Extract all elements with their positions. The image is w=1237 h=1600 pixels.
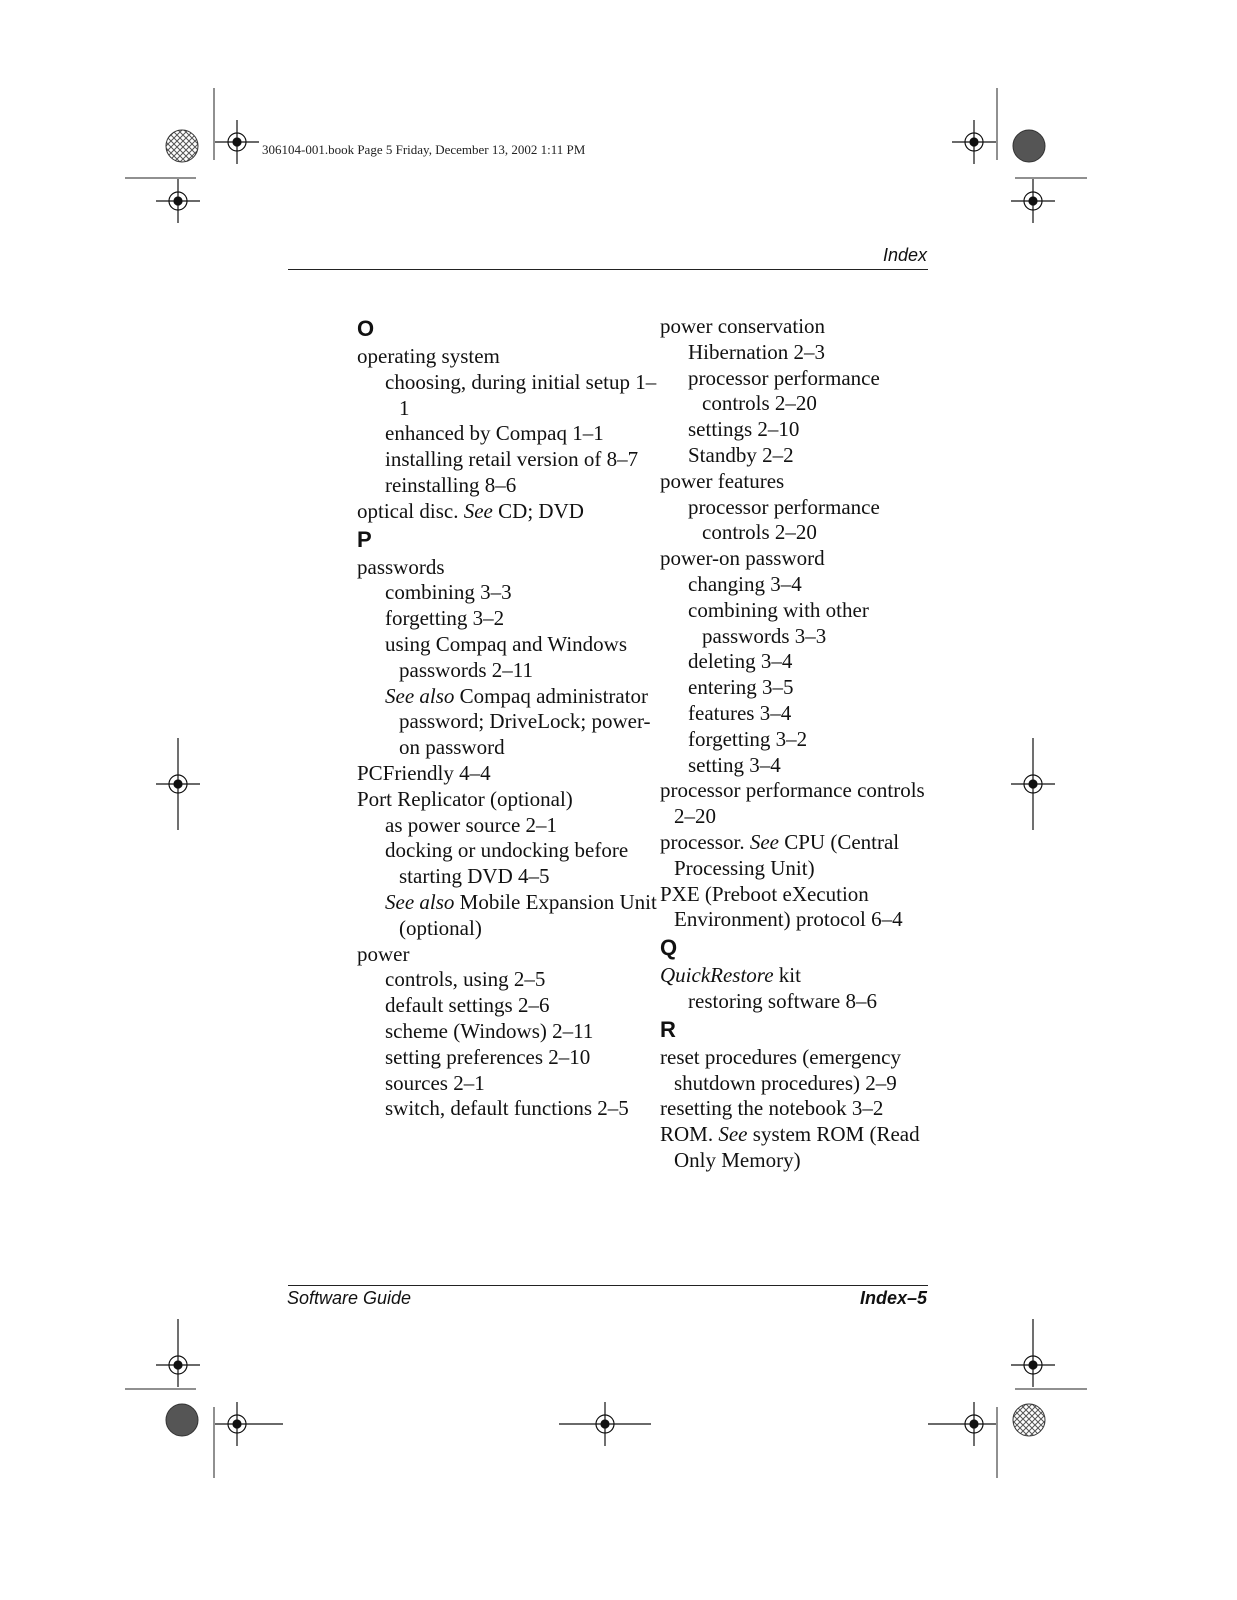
index-entry-text: docking or undocking before starting DVD 4–5 xyxy=(385,838,629,889)
index-entry-text: enhanced by Compaq 1–1 xyxy=(385,421,604,446)
index-entry-text: settings 2–10 xyxy=(688,417,800,442)
index-cross-reference: See also xyxy=(385,683,455,708)
index-entry-text: switch, default functions 2–5 xyxy=(385,1096,629,1121)
running-header: Index xyxy=(882,245,927,265)
index-entry xyxy=(660,1096,950,1122)
index-entry-text: reinstalling 8–6 xyxy=(385,472,517,497)
index-subentry xyxy=(660,598,950,650)
index-section-letter: O xyxy=(357,316,375,341)
index-entry-text: installing retail version of 8–7 xyxy=(385,447,639,472)
index-entry-text: restoring software 8–6 xyxy=(688,988,877,1013)
index-subentry xyxy=(357,684,657,761)
index-subentry xyxy=(357,447,657,473)
index-subentry xyxy=(357,993,657,1019)
index-entry-text: changing 3–4 xyxy=(688,571,802,596)
index-entry xyxy=(660,963,950,989)
index-entry-text: resetting the notebook 3–2 xyxy=(660,1096,884,1121)
index-subentry xyxy=(660,701,950,727)
index-entry-text: Standby 2–2 xyxy=(688,442,794,467)
index-subentry xyxy=(357,1071,657,1097)
index-entry xyxy=(357,942,657,968)
index-cross-reference: See xyxy=(463,498,493,523)
index-entry-text: controls, using 2–5 xyxy=(385,967,546,992)
index-entry xyxy=(660,882,950,934)
index-subentry xyxy=(660,989,950,1015)
index-entry-text: forgetting 3–2 xyxy=(688,726,808,751)
index-subentry xyxy=(357,473,657,499)
index-subentry xyxy=(357,967,657,993)
index-subentry xyxy=(660,340,950,366)
index-entry-text: PCFriendly 4–4 xyxy=(357,760,491,785)
footer-guide-title: Software Guide xyxy=(287,1288,412,1308)
index-subentry xyxy=(660,572,950,598)
index-entry-text: sources 2–1 xyxy=(385,1070,485,1095)
index-entry-text: operating system xyxy=(357,344,500,368)
index-entry xyxy=(357,499,657,525)
index-column-left xyxy=(357,314,657,1122)
index-entry-text: PXE (Preboot eXecution Environment) protocol 6–4 xyxy=(660,881,903,932)
index-entry xyxy=(357,761,657,787)
index-entry-text: combining with other passwords 3–3 xyxy=(688,597,869,648)
index-subentry xyxy=(357,1045,657,1071)
index-entry xyxy=(357,344,657,370)
header-rule xyxy=(288,269,928,270)
index-entry-text: processor performance controls 2–20 xyxy=(688,365,880,416)
index-entry-text: Mobile Expansion Unit (optional) xyxy=(399,889,657,940)
index-entry-text: power-on password xyxy=(660,546,825,571)
index-cross-reference: See also xyxy=(385,889,455,914)
index-subentry xyxy=(660,495,950,547)
index-entry-text: as power source 2–1 xyxy=(385,812,558,837)
index-section-letter: Q xyxy=(660,935,678,961)
index-entry-text: features 3–4 xyxy=(688,700,792,725)
index-subentry xyxy=(660,675,950,701)
index-section-letter: R xyxy=(660,1016,676,1042)
footer-rule xyxy=(288,1285,928,1286)
index-section-letter: P xyxy=(357,526,372,552)
index-entry xyxy=(660,830,950,882)
index-entry-text: Port Replicator (optional) xyxy=(357,786,573,811)
footer-page-number: Index–5 xyxy=(859,1288,927,1308)
index-entry-text: Compaq administrator password; DriveLock; power-on password xyxy=(399,683,651,760)
index-subentry xyxy=(660,649,950,675)
index-entry-text: power conservation xyxy=(660,314,826,338)
index-cross-reference: See xyxy=(718,1122,748,1147)
index-entry-text: ROM. xyxy=(660,1122,719,1147)
index-subentry xyxy=(357,632,657,684)
index-entry-text: setting 3–4 xyxy=(688,752,781,777)
index-entry-text: processor performance controls 2–20 xyxy=(660,778,925,829)
index-entry-text: power xyxy=(357,941,410,966)
index-subentry xyxy=(660,727,950,753)
index-entry-text: deleting 3–4 xyxy=(688,649,793,674)
index-entry-text: processor performance controls 2–20 xyxy=(688,494,880,545)
index-entry-text: default settings 2–6 xyxy=(385,993,550,1018)
index-entry xyxy=(660,1122,950,1174)
index-subentry xyxy=(357,1096,657,1122)
index-cross-reference: See xyxy=(749,829,779,854)
index-entry xyxy=(660,778,950,830)
index-subentry xyxy=(660,443,950,469)
index-subentry xyxy=(357,370,657,422)
index-entry-text: system ROM (Read Only Memory) xyxy=(674,1122,920,1172)
index-subentry xyxy=(660,417,950,443)
index-entry-text: passwords xyxy=(357,554,445,579)
index-subentry xyxy=(357,421,657,447)
index-entry-text: Hibernation 2–3 xyxy=(688,339,826,364)
index-entry xyxy=(660,314,950,340)
index-subentry xyxy=(357,580,657,606)
index-entry-text: processor. xyxy=(660,829,750,854)
index-entry xyxy=(660,1045,950,1097)
index-entry-text: scheme (Windows) 2–11 xyxy=(385,1018,594,1043)
index-entry-text: CD; DVD xyxy=(492,498,584,523)
index-entry xyxy=(660,469,950,495)
index-entry-text: using Compaq and Windows passwords 2–11 xyxy=(385,631,628,682)
index-subentry xyxy=(357,1019,657,1045)
index-subentry xyxy=(357,813,657,839)
index-entry-text: choosing, during initial setup 1–1 xyxy=(385,369,657,420)
index-entry-text: kit xyxy=(773,963,801,988)
index-entry-text: forgetting 3–2 xyxy=(385,606,505,631)
index-cross-reference: QuickRestore xyxy=(660,963,774,988)
index-entry-text: optical disc. xyxy=(357,498,464,523)
index-column-right xyxy=(660,314,950,1174)
print-slug: 306104-001.book Page 5 Friday, December 13, 2002 1:11 PM xyxy=(262,142,586,157)
index-subentry xyxy=(357,890,657,942)
index-subentry xyxy=(357,606,657,632)
index-entry-text: entering 3–5 xyxy=(688,675,794,700)
index-entry xyxy=(660,546,950,572)
index-entry-text: combining 3–3 xyxy=(385,580,512,605)
index-entry-text: setting preferences 2–10 xyxy=(385,1044,591,1069)
index-entry xyxy=(357,787,657,813)
index-subentry xyxy=(660,366,950,418)
index-entry-text: CPU (Central Processing Unit) xyxy=(674,829,900,880)
index-entry xyxy=(357,555,657,581)
index-subentry xyxy=(357,838,657,890)
index-entry-text: reset procedures (emergency shutdown procedures) 2–9 xyxy=(660,1044,901,1095)
index-entry-text: power features xyxy=(660,468,785,493)
index-subentry xyxy=(660,753,950,779)
